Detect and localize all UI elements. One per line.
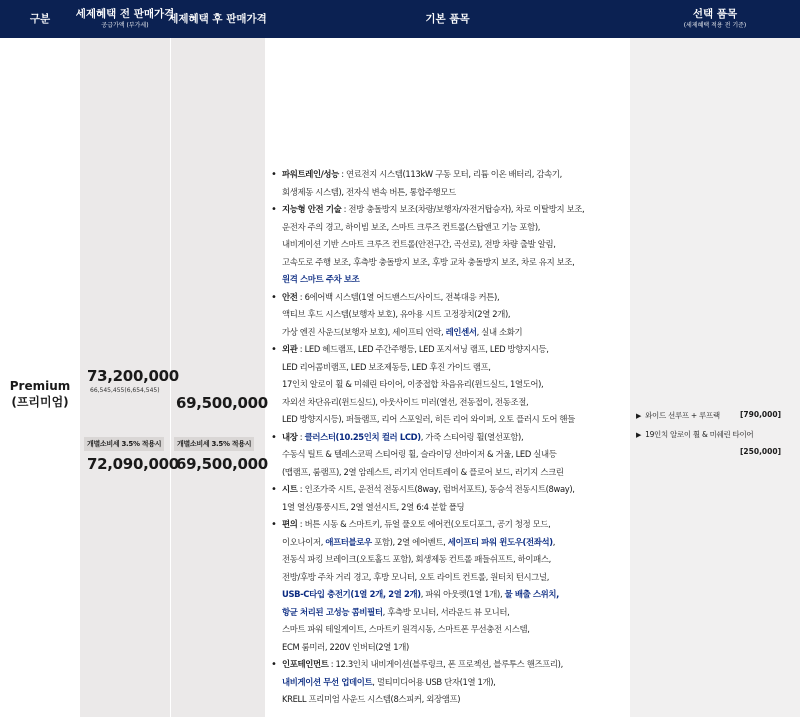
feature-text: 17인치 알로이 휠 & 미쉐린 타이어, 이중접합 차음유리(윈드실드, 1열도어),: [282, 379, 544, 389]
option-item-name: 와이드 선루프 + 루프랙: [645, 411, 720, 420]
basic-items-list: [268, 166, 628, 709]
feature-text: , 가죽 스티어링 휠(열선포함),: [420, 431, 524, 442]
feature-highlight: 항균 처리된 고성능 콤비필터: [282, 606, 383, 617]
trim-name-ko: (프리미엄): [11, 395, 69, 409]
feature-line: [282, 411, 628, 429]
feature-line: [282, 516, 628, 534]
tax-label-after: 개별소비세 3.5% 적용시: [174, 437, 254, 451]
feature-group: [268, 201, 628, 289]
feature-highlight: USB-C타입 충전기(1열 2개, 2열 2개): [282, 589, 421, 599]
feature-text: : 연료전지 시스템(113kW 구동 모터, 리튬 이온 배터리, 감속기,: [338, 169, 562, 179]
feature-text: : 6에어백 시스템(1열 어드밴스드/사이드, 전복대응 커튼),: [297, 291, 500, 302]
option-item-price: [250,000]: [740, 447, 782, 456]
feature-highlight: 애프터블로우: [325, 536, 372, 547]
feature-line: [282, 376, 628, 394]
header-category-label: 구분: [29, 12, 51, 25]
header-before-price: [75, 0, 175, 38]
feature-highlight: 세이프티 파워 윈도우(전좌석): [447, 536, 553, 547]
after-tax-price: 69,500,000: [176, 394, 268, 412]
feature-text: 이오나이저,: [282, 536, 326, 547]
header-option-items-title: 선택 품목: [692, 8, 738, 20]
triangle-right-icon: ▶: [636, 412, 642, 420]
feature-line: [282, 691, 628, 709]
feature-text: , 파워 아웃렛(1열 1개),: [420, 589, 505, 599]
table-header: [0, 0, 800, 38]
feature-text: : 버튼 시동 & 스마트키, 듀얼 풀오토 에어컨(오토디포그, 공기 청정 모드,: [297, 519, 551, 529]
feature-group: [268, 341, 628, 429]
feature-line: [282, 551, 628, 569]
feature-line: [282, 464, 628, 482]
feature-group: [268, 481, 628, 516]
feature-text: : 인조가죽 시트, 운전석 전동시트(8way, 럼버서포트), 동승석 전동시트(8way),: [297, 484, 575, 494]
feature-line: [282, 656, 628, 674]
feature-text: , 실내 소화기: [476, 326, 523, 337]
feature-text: 스마트 파워 테일게이트, 스마트키 원격시동, 스마트폰 무선충전 시스템,: [282, 624, 530, 634]
feature-text: LED 리어콤비램프, LED 보조제동등, LED 후진 가이드 램프,: [282, 361, 491, 372]
header-option-items: [630, 0, 800, 38]
header-before-price-title: 세제혜택 전 판매가격: [75, 8, 175, 20]
feature-line: [282, 289, 628, 307]
feature-line: [282, 324, 628, 342]
feature-text: (맵램프, 룸램프), 2열 암레스트, 러기지 언더트레이 & 플로어 보드, 러기지 스크린: [282, 466, 564, 477]
feature-line: [282, 429, 628, 447]
feature-text: 수동식 틸트 & 텔레스코픽 스티어링 휠, 슬라이딩 선바이저 & 거울, LED 실내등: [282, 449, 557, 459]
feature-text: 전동식 파킹 브레이크(오토홀드 포함), 회생제동 컨트롤 패들쉬프트, 하이패스,: [282, 554, 551, 564]
header-basic-items: [265, 0, 630, 38]
triangle-right-icon: ▶: [636, 431, 642, 439]
feature-text: 포함), 2열 에어벤트,: [371, 536, 448, 547]
feature-line: [282, 184, 628, 202]
feature-text: : 12.3인치 내비게이션(블루링크, 폰 프로젝션, 블루투스 핸즈프리),: [328, 659, 563, 669]
feature-category: 안전: [282, 291, 298, 302]
feature-text: LED 방향지시등), 퍼들램프, 리어 스포일러, 히든 리어 와이퍼, 오토 플러시 도어 핸들: [282, 414, 575, 424]
after-tax-price-with-tax: 69,500,000: [176, 455, 268, 473]
feature-line: [282, 586, 628, 604]
option-item-price: [790,000]: [740, 410, 782, 419]
feature-highlight: 내비게이션 무선 업데이트: [282, 676, 373, 687]
feature-line: [282, 166, 628, 184]
feature-highlight: 클러스터(10.25인치 컬러 LCD): [304, 431, 421, 442]
header-before-price-sub: 공급가액 (부가세): [101, 22, 149, 29]
feature-line: [282, 271, 628, 289]
feature-line: [282, 499, 628, 517]
feature-highlight: 원격 스마트 주차 보조: [282, 274, 360, 284]
feature-line: [282, 569, 628, 587]
header-after-price: [170, 0, 265, 38]
feature-text: ,: [552, 536, 556, 547]
feature-line: [282, 621, 628, 639]
feature-text: ECM 룸미러, 220V 인버터(2열 1개): [282, 641, 409, 652]
feature-group: [268, 429, 628, 482]
option-item: [636, 410, 720, 421]
feature-highlight: 레인센서: [445, 326, 477, 337]
header-after-price-title: 세제혜택 후 판매가격: [168, 12, 267, 25]
feature-line: [282, 236, 628, 254]
feature-text: 내비게이션 기반 스마트 크루즈 컨트롤(안전구간, 곡선로), 전방 차량 출발 알림,: [282, 239, 556, 249]
feature-text: KRELL 프리미엄 사운드 시스템(8스피커, 외장앰프): [282, 694, 461, 704]
option-item: [636, 429, 753, 440]
supply-price: 66,545,455(6,654,545): [90, 387, 160, 394]
feature-category: 내장: [282, 431, 298, 442]
feature-line: [282, 359, 628, 377]
header-category: [0, 0, 80, 38]
trim-name-en: Premium: [9, 379, 71, 393]
tax-label-before: 개별소비세 3.5% 적용시: [84, 437, 164, 451]
header-option-items-sub: (세제혜택 적용 전 기준): [683, 22, 747, 29]
feature-line: [282, 446, 628, 464]
feature-text: 전방/후방 주차 거리 경고, 후방 모니터, 오토 라이트 컨트롤, 원터치 턴시그널,: [282, 571, 550, 582]
feature-line: [282, 254, 628, 272]
header-basic-items-label: 기본 품목: [425, 12, 470, 25]
trim-name: [0, 378, 80, 410]
feature-line: [282, 604, 628, 622]
feature-line: [282, 219, 628, 237]
feature-text: 자외선 차단유리(윈드실드), 아웃사이드 미러(열선, 전동접이, 전동조절,: [282, 396, 529, 407]
feature-category: 인포테인먼트: [282, 659, 329, 669]
feature-text: : 전방 충돌방지 보조(차량/보행자/자전거탑승자), 차로 이탈방지 보조,: [341, 204, 585, 214]
feature-text: , 후측방 모니터, 서라운드 뷰 모니터,: [382, 606, 510, 617]
feature-line: [282, 341, 628, 359]
feature-text: 가상 엔진 사운드(보행자 보호), 세이프티 언락,: [282, 326, 446, 337]
feature-text: :: [297, 431, 305, 442]
feature-text: , 멀티미디어용 USB 단자(1열 1개),: [372, 676, 496, 687]
feature-highlight: 물 배출 스위치,: [504, 589, 559, 599]
feature-text: 회생제동 시스템), 전자식 변속 버튼, 통합주행모드: [282, 186, 456, 197]
option-items-column: [630, 38, 800, 717]
feature-line: [282, 534, 628, 552]
feature-line: [282, 639, 628, 657]
feature-group: [268, 166, 628, 201]
feature-line: [282, 481, 628, 499]
feature-category: 파워트레인/성능: [282, 169, 339, 179]
feature-line: [282, 674, 628, 692]
feature-group: [268, 516, 628, 656]
option-item-name: 19인치 알로이 휠 & 미쉐린 타이어: [645, 430, 754, 439]
before-tax-price-with-tax: 72,090,000: [87, 455, 179, 473]
feature-line: [282, 306, 628, 324]
feature-category: 지능형 안전 기술: [282, 204, 342, 214]
feature-category: 편의: [282, 519, 298, 529]
feature-text: 운전자 주의 경고, 하이빔 보조, 스마트 크루즈 컨트롤(스탑앤고 기능 포함),: [282, 221, 541, 232]
feature-line: [282, 201, 628, 219]
before-tax-price: 73,200,000: [87, 367, 179, 385]
feature-category: 외관: [282, 344, 298, 354]
feature-line: [282, 394, 628, 412]
after-price-column: [170, 38, 265, 717]
feature-group: [268, 656, 628, 709]
feature-text: 1열 열선/통풍시트, 2열 열선시트, 2열 6:4 분할 폴딩: [282, 501, 465, 512]
feature-text: 액티브 후드 시스템(보행자 보호), 유아용 시트 고정장치(2열 2개),: [282, 309, 511, 319]
feature-group: [268, 289, 628, 342]
feature-text: 고속도로 주행 보조, 후측방 충돌방지 보조, 후방 교차 충돌방지 보조, 차로 유지 보조,: [282, 256, 575, 267]
feature-text: : LED 헤드램프, LED 주간주행등, LED 포지셔닝 램프, LED 방향지시등,: [297, 344, 549, 354]
feature-category: 시트: [282, 484, 298, 494]
